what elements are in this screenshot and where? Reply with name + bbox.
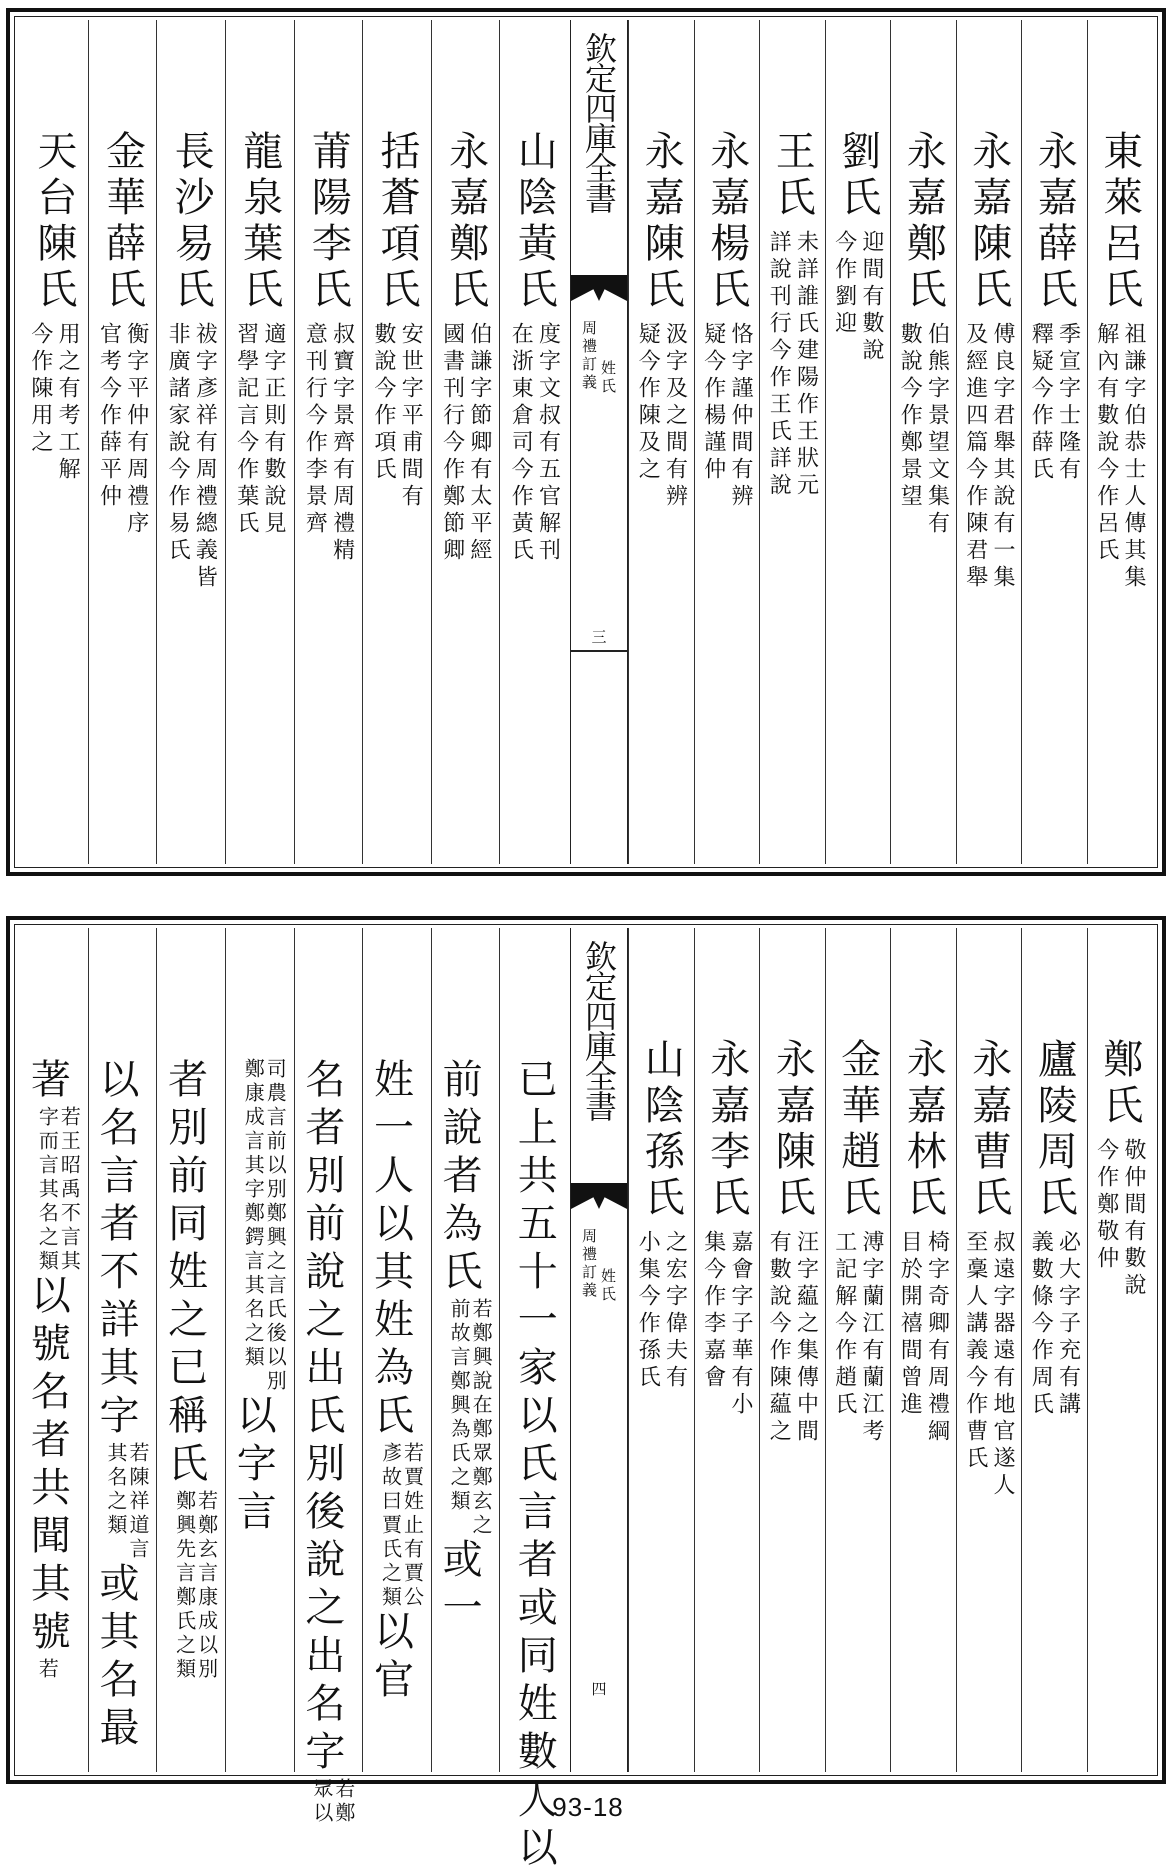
text-column — [88, 20, 157, 864]
note-line: 數說今作鄭景望 — [897, 322, 923, 511]
text-column — [825, 928, 891, 1772]
text-column — [1087, 928, 1153, 1772]
prose-line — [367, 1058, 425, 1706]
note-line: 季宣字士隆有 — [1055, 322, 1081, 484]
text-column — [362, 928, 431, 1772]
entry-heading: 王氏 — [769, 130, 816, 222]
main-text: 者別前同姓之已稱氏 — [161, 1058, 208, 1490]
bottom-left-columns — [20, 928, 568, 1874]
text-column — [431, 928, 500, 1772]
fish-tail-ornament — [571, 1183, 627, 1209]
entry-note — [962, 1230, 1015, 1500]
text-column — [956, 928, 1022, 1772]
note-line: 若鄭 — [331, 1778, 356, 1826]
entry-note — [96, 322, 149, 538]
text-column — [294, 20, 363, 864]
note-line: 其名之類 — [103, 1442, 128, 1538]
commentary-note — [379, 1442, 423, 1610]
top-right-columns — [628, 20, 1152, 864]
prose-line — [436, 1058, 494, 1634]
entry-note — [1093, 1138, 1146, 1300]
note-line: 傅良字君舉其說有一集 — [990, 322, 1016, 592]
entry-note — [508, 322, 561, 565]
text-column — [1021, 20, 1087, 864]
note-line: 汪字藴之集傳中間 — [793, 1230, 819, 1446]
entry-heading: 山陰黃氏 — [511, 130, 558, 314]
spine-chapter: 姓氏 — [599, 360, 617, 396]
entry-note — [831, 230, 884, 365]
main-text: 前說者為氏 — [436, 1058, 483, 1298]
note-line: 習學記言今作葉氏 — [233, 322, 259, 538]
entry-note — [962, 322, 1015, 592]
text-column — [156, 20, 225, 864]
entry-note — [371, 322, 424, 511]
text-column — [1087, 20, 1153, 864]
top-page — [6, 8, 1166, 876]
text-column — [956, 20, 1022, 864]
spine-divider — [571, 650, 627, 652]
text-column — [499, 928, 568, 1874]
note-line: 祖謙字伯恭士人傳其集 — [1121, 322, 1147, 592]
note-line: 若陳祥道言 — [125, 1442, 150, 1562]
main-text: 名者別前說之出氏別後說之出名字 — [298, 1058, 345, 1778]
main-text: 著 — [24, 1058, 71, 1106]
entry-note — [897, 1230, 950, 1446]
note-line: 今作陳用之 — [27, 322, 53, 457]
entry-heading: 天台陳氏 — [30, 130, 77, 314]
text-column — [88, 928, 157, 1772]
entry-heading: 永嘉鄭氏 — [442, 130, 489, 314]
note-line: 度字文叔有五官解刊 — [535, 322, 561, 565]
note-line: 前故言鄭興為氏之類 — [447, 1298, 472, 1514]
entry-note — [766, 230, 819, 500]
entry-note — [439, 322, 492, 565]
prose-line — [24, 1058, 82, 1682]
note-line: 若賈姓止有賈公 — [400, 1442, 425, 1610]
text-column — [431, 20, 500, 864]
text-column — [20, 928, 88, 1772]
entry-note — [1028, 322, 1081, 484]
note-line: 祓字彥祥有周禮總義皆 — [192, 322, 218, 592]
note-line: 未詳誰氏建陽作王狀元 — [793, 230, 819, 500]
commentary-note — [174, 1490, 218, 1682]
text-column — [628, 20, 694, 864]
note-line: 伯謙字節卿有太平經 — [466, 322, 492, 565]
entry-heading: 永嘉陳氏 — [638, 130, 685, 314]
main-text: 以官 — [367, 1610, 414, 1706]
note-line: 用之有考工解 — [55, 322, 81, 484]
main-text: 或其名最 — [92, 1562, 139, 1754]
commentary-note — [242, 1058, 286, 1394]
note-line: 適字正則有數說見 — [260, 322, 286, 538]
note-line: 疑今作陳及之 — [635, 322, 661, 484]
note-line: 鄭康成言其字鄭鍔言其名之類 — [241, 1058, 266, 1370]
prose-line — [298, 1058, 356, 1826]
note-line: 在浙東倉司今作黃氏 — [508, 322, 534, 565]
note-line: 疑今作楊謹仲 — [700, 322, 726, 484]
text-column — [499, 20, 568, 864]
spine-chapter: 姓氏 — [599, 1268, 617, 1304]
entry-note — [302, 322, 355, 565]
entry-heading: 莆陽李氏 — [305, 130, 352, 314]
note-line: 鄭興先言鄭氏之類 — [172, 1490, 197, 1682]
text-column — [1021, 928, 1087, 1772]
entry-heading: 龍泉葉氏 — [236, 130, 283, 314]
note-line: 安世字平甫間有 — [398, 322, 424, 511]
text-column — [628, 928, 694, 1772]
entry-heading: 金華趙氏 — [834, 1038, 881, 1222]
note-line: 有數說今作陳藴之 — [766, 1230, 792, 1446]
entry-heading: 鄭氏 — [1096, 1038, 1143, 1130]
note-line: 集今作李嘉會 — [700, 1230, 726, 1392]
note-line: 至稾人講義今作曹氏 — [962, 1230, 988, 1473]
note-line: 椅字奇卿有周禮綱 — [924, 1230, 950, 1446]
note-line: 小集今作孫氏 — [635, 1230, 661, 1392]
main-text: 姓一人以其姓為氏 — [367, 1058, 414, 1442]
note-line: 義數條今作周氏 — [1028, 1230, 1054, 1419]
text-column — [825, 20, 891, 864]
note-line: 若王昭禹不言其 — [57, 1106, 82, 1274]
note-line: 字而言其名之類 — [35, 1106, 60, 1274]
note-line: 解內有數說今作呂氏 — [1093, 322, 1119, 565]
entry-heading: 東萊呂氏 — [1096, 130, 1143, 314]
main-text: 或一 — [436, 1538, 483, 1634]
note-line: 若 — [35, 1658, 60, 1682]
note-line: 目於開禧間曾進 — [897, 1230, 923, 1419]
note-line: 釋疑今作薛氏 — [1028, 322, 1054, 484]
note-line: 詳說刊行今作王氏詳說 — [766, 230, 792, 500]
note-line: 今作劉迎 — [831, 230, 857, 338]
note-line: 恪字謹仲間有辨 — [728, 322, 754, 511]
entry-heading: 永嘉鄭氏 — [900, 130, 947, 314]
commentary-note — [36, 1658, 58, 1682]
top-left-columns — [20, 20, 568, 864]
spine-book-title: 欽定四庫全書 — [580, 32, 618, 212]
text-column — [225, 928, 294, 1772]
spine-leaf-number: 四 — [591, 1680, 607, 1698]
fish-tail-ornament — [571, 275, 627, 301]
spine-leaf-number: 三 — [591, 628, 607, 646]
prose-line — [230, 1058, 288, 1538]
page-footer-number: 93-18 — [552, 1792, 624, 1822]
entry-heading: 永嘉陳氏 — [965, 130, 1012, 314]
note-line: 汲字及之間有辨 — [662, 322, 688, 511]
entry-heading: 長沙易氏 — [168, 130, 215, 314]
prose-line — [161, 1058, 219, 1682]
main-text: 以字言 — [230, 1394, 277, 1538]
note-line: 官考今作薛平仲 — [96, 322, 122, 511]
entry-heading: 永嘉陳氏 — [769, 1038, 816, 1222]
top-spine — [570, 20, 628, 864]
note-line: 數說今作項氏 — [370, 322, 396, 484]
prose-line — [511, 1058, 558, 1874]
text-column — [694, 928, 760, 1772]
bottom-right-columns — [628, 928, 1152, 1772]
note-line: 眾以 — [309, 1778, 334, 1826]
note-line: 工記解今作趙氏 — [831, 1230, 857, 1419]
entry-note — [28, 322, 81, 484]
text-column — [20, 20, 88, 864]
text-column — [362, 20, 431, 864]
entry-heading: 廬陵周氏 — [1031, 1038, 1078, 1222]
entry-heading: 括蒼項氏 — [373, 130, 420, 314]
bottom-spine — [570, 928, 628, 1772]
note-line: 溥字蘭江有蘭江考 — [859, 1230, 885, 1446]
main-text: 以號名者共聞其號 — [24, 1274, 71, 1658]
note-line: 彥故曰賈氏之類 — [378, 1442, 403, 1610]
note-line: 伯熊字景望文集有 — [924, 322, 950, 538]
entry-note — [233, 322, 286, 538]
entry-heading: 金華薛氏 — [99, 130, 146, 314]
text-column — [890, 20, 956, 864]
entry-note — [165, 322, 218, 592]
entry-heading: 永嘉林氏 — [900, 1038, 947, 1222]
entry-note — [1028, 1230, 1081, 1419]
note-line: 敬仲間有數說 — [1121, 1138, 1147, 1300]
entry-note — [766, 1230, 819, 1446]
commentary-note — [36, 1106, 80, 1274]
note-line: 衡字平仲有周禮序 — [123, 322, 149, 538]
note-line: 叔遠字器遠有地官遂人 — [990, 1230, 1016, 1500]
entry-heading: 永嘉曹氏 — [965, 1038, 1012, 1222]
spine-section: 周禮訂義 — [580, 320, 598, 392]
entry-note — [700, 322, 753, 511]
text-column — [759, 928, 825, 1772]
note-line: 及經進四篇今作陳君舉 — [962, 322, 988, 592]
spine-section: 周禮訂義 — [580, 1228, 598, 1300]
entry-note — [831, 1230, 884, 1446]
note-line: 意刊行今作李景齊 — [302, 322, 328, 538]
entry-note — [1093, 322, 1146, 592]
note-line: 今作鄭敬仲 — [1093, 1138, 1119, 1273]
main-text: 已上共五十一家以氏言者或同姓數人以 — [511, 1058, 558, 1874]
note-line: 若鄭興說在鄭眾鄭玄之 — [469, 1298, 494, 1538]
prose-line — [92, 1058, 150, 1754]
note-line: 之宏字偉夫有 — [662, 1230, 688, 1392]
note-line: 迎間有數說 — [859, 230, 885, 365]
note-line: 司農言前以別鄭興之言氏後以別 — [263, 1058, 288, 1394]
text-column — [759, 20, 825, 864]
note-line: 叔寶字景齊有周禮精 — [329, 322, 355, 565]
note-line: 嘉會字子華有小 — [728, 1230, 754, 1419]
text-column — [225, 20, 294, 864]
text-column — [294, 928, 363, 1826]
text-column — [694, 20, 760, 864]
entry-note — [700, 1230, 753, 1419]
entry-heading: 劉氏 — [834, 130, 881, 222]
note-line: 必大字子充有講 — [1055, 1230, 1081, 1419]
entry-note — [635, 1230, 688, 1392]
entry-heading: 永嘉薛氏 — [1031, 130, 1078, 314]
commentary-note — [105, 1442, 149, 1562]
spine-book-title: 欽定四庫全書 — [580, 940, 618, 1120]
entry-note — [635, 322, 688, 511]
text-column — [156, 928, 225, 1772]
note-line: 國書刊行今作鄭節卿 — [439, 322, 465, 565]
entry-note — [897, 322, 950, 538]
entry-heading: 永嘉楊氏 — [703, 130, 750, 314]
entry-heading: 山陰孫氏 — [638, 1038, 685, 1222]
entry-heading: 永嘉李氏 — [703, 1038, 750, 1222]
note-line: 非廣諸家說今作易氏 — [165, 322, 191, 565]
note-line: 若鄭玄言康成以別 — [194, 1490, 219, 1682]
commentary-note — [448, 1298, 492, 1538]
text-column — [890, 928, 956, 1772]
main-text: 以名言者不詳其字 — [92, 1058, 139, 1442]
